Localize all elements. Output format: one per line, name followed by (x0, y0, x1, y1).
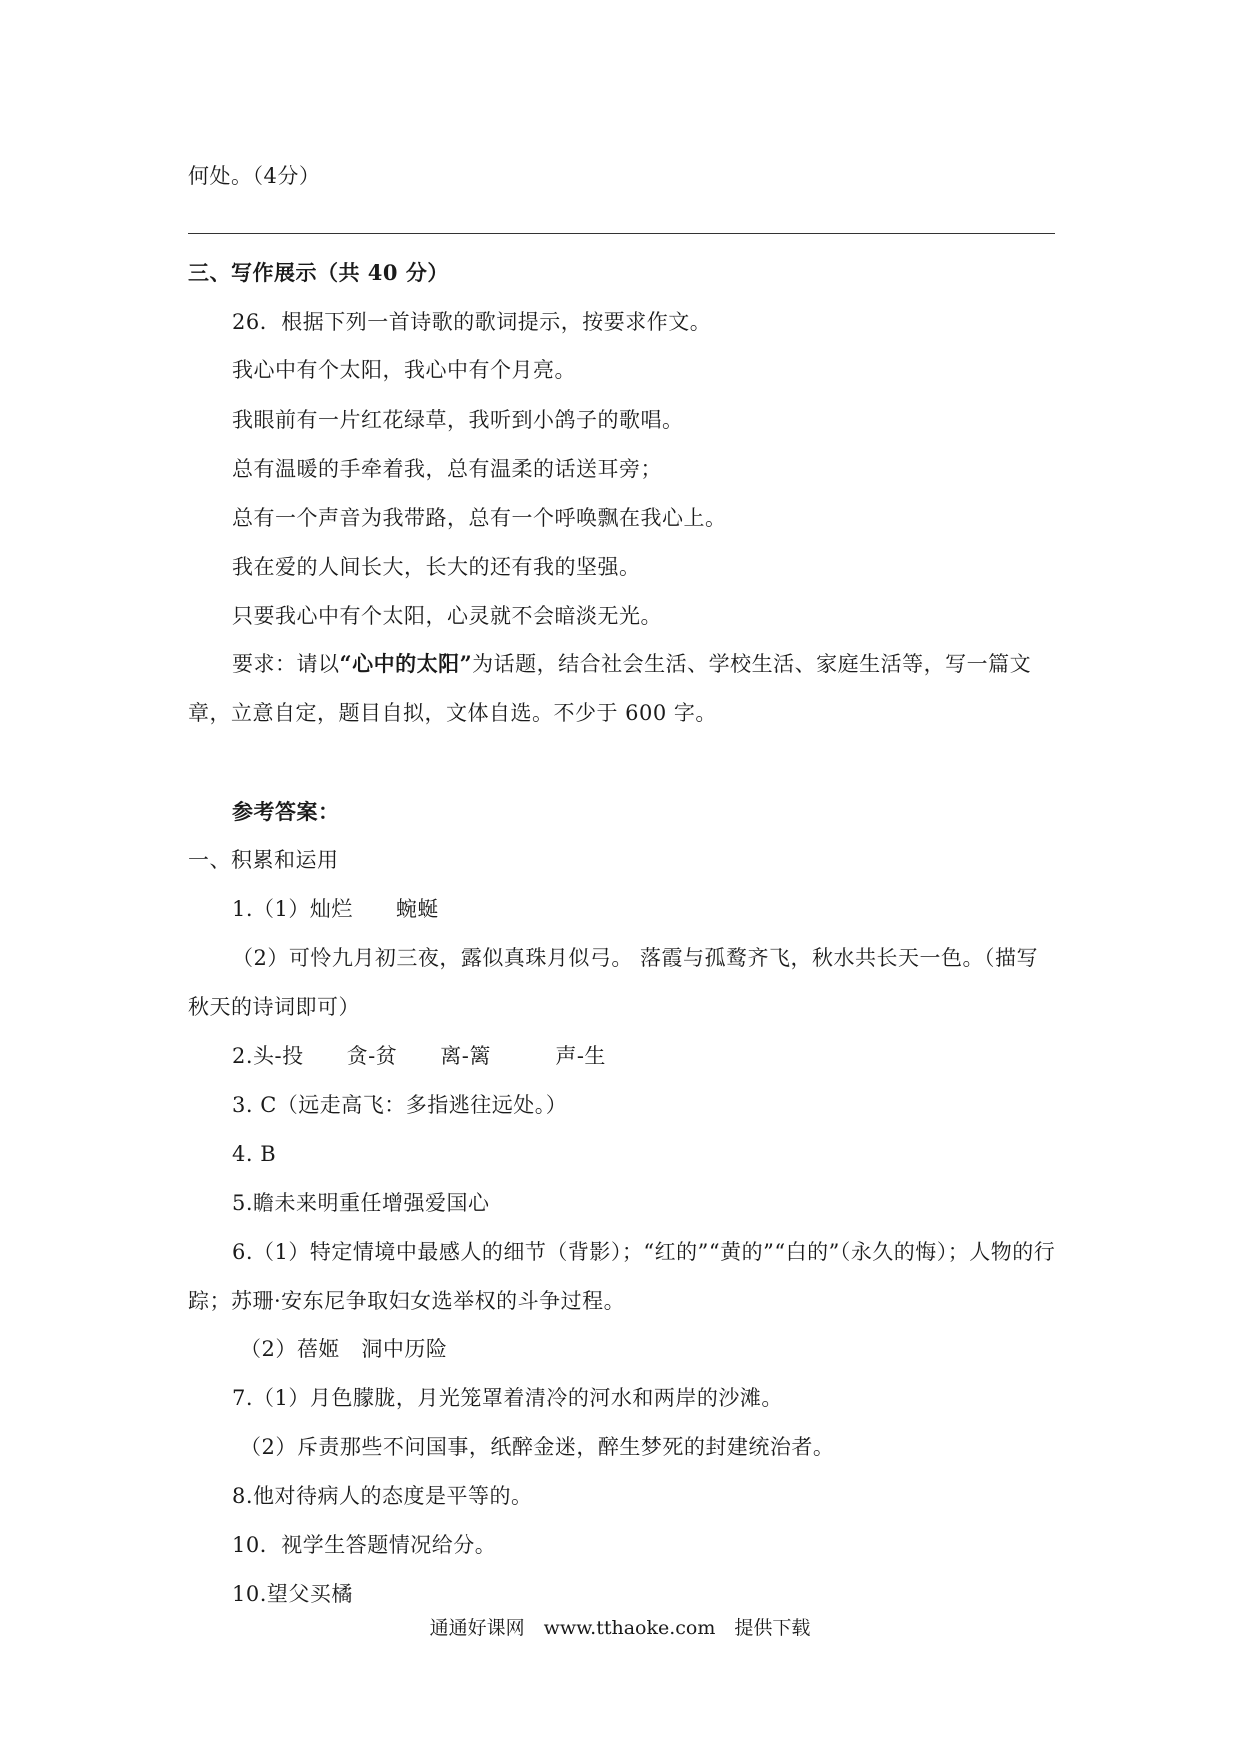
poem-line: 我眼前有一片红花绿草，我听到小鸽子的歌唱。 (232, 408, 684, 432)
answer-item: 踪；苏珊·安东尼争取妇女选举权的斗争过程。 (188, 1289, 626, 1313)
answer-item: 2.头-投 贪-贫 离-篱 声-生 (232, 1044, 606, 1068)
answer-item: 10．视学生答题情况给分。 (232, 1533, 497, 1557)
answer-item: 5.瞻未来明重任增强爱国心 (232, 1191, 490, 1215)
answer-item: （2）蓓姬 洞中历险 (240, 1337, 448, 1361)
answers-heading: 参考答案： (232, 799, 340, 824)
answer-item: 1.（1）灿烂 蜿蜒 (232, 897, 439, 921)
poem-line: 我在爱的人间长大，长大的还有我的坚强。 (232, 555, 641, 579)
answer-item: 8.他对待病人的态度是平等的。 (232, 1484, 533, 1508)
poem-line: 我心中有个太阳，我心中有个月亮。 (232, 358, 576, 382)
answer-item: 10.望父买橘 (232, 1582, 353, 1606)
answer-item: （2）斥责那些不问国事，纸醉金迷，醉生梦死的封建统治者。 (240, 1435, 835, 1459)
requirement-topic: “心中的太阳” (339, 651, 473, 676)
answer-item: 6.（1）特定情境中最感人的细节（背影）；“红的”“黄的”“白的”（永久的悔）；人物的行 (232, 1240, 1056, 1264)
answers-part1-heading: 一、积累和运用 (188, 848, 339, 872)
requirement-line-1 (232, 649, 1031, 679)
divider-rule (188, 233, 1055, 234)
poem-line: 只要我心中有个太阳，心灵就不会暗淡无光。 (232, 604, 662, 628)
q26-intro: 26．根据下列一首诗歌的歌词提示，按要求作文。 (232, 310, 712, 334)
section3-heading: 三、写作展示（共 40 分） (188, 260, 449, 285)
requirement-suffix: 为话题，结合社会生活、学校生活、家庭生活等，写一篇文 (472, 652, 1032, 676)
page-footer: 通通好课网 www.tthaoke.com 提供下载 (429, 1617, 811, 1639)
answer-item: （2）可怜九月初三夜，露似真珠月似弓。 落霞与孤鹜齐飞，秋水共长天一色。（描写 (232, 946, 1039, 970)
requirement-prefix: 要求：请以 (232, 652, 340, 676)
poem-line: 总有温暖的手牵着我，总有温柔的话送耳旁； (232, 457, 662, 481)
answer-item: 秋天的诗词即可） (188, 995, 360, 1019)
poem-line: 总有一个声音为我带路，总有一个呼唤飘在我心上。 (232, 506, 727, 530)
requirement-line-2: 章，立意自定，题目自拟，文体自选。不少于 600 字。 (188, 701, 717, 725)
top-fragment: 何处。（4分） (188, 164, 321, 188)
answer-item: 7.（1）月色朦胧，月光笼罩着清冷的河水和两岸的沙滩。 (232, 1386, 783, 1410)
answer-item: 4. B (232, 1142, 277, 1166)
answer-item: 3. C（远走高飞：多指逃往远处。） (232, 1093, 568, 1117)
